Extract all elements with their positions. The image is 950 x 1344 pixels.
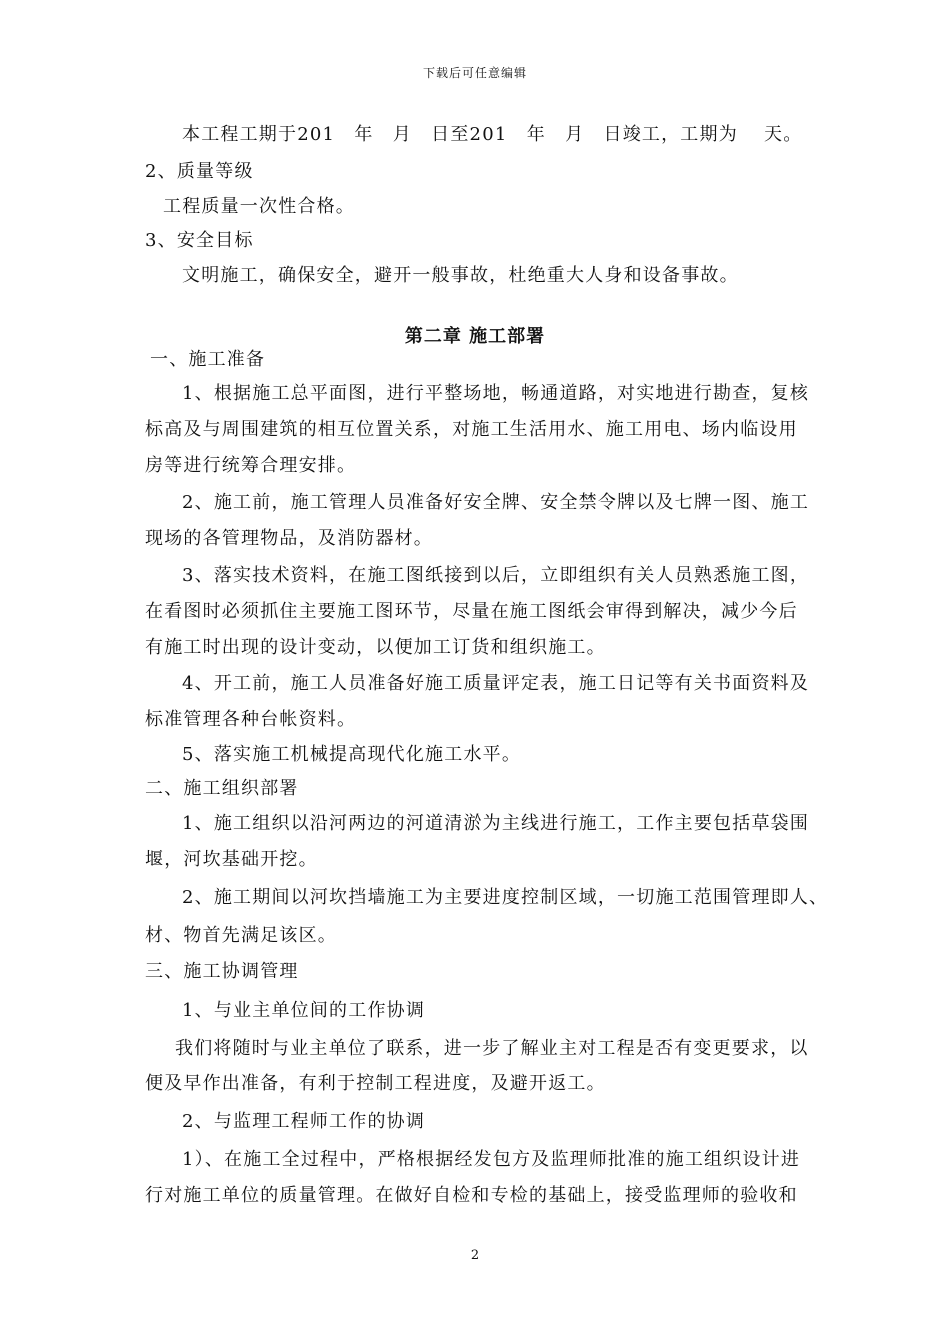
text-line: 5、落实施工机械提高现代化施工水平。 <box>182 744 522 765</box>
text-line: 1、根据施工总平面图，进行平整场地，畅通道路，对实地进行勘查，复核 <box>182 383 810 404</box>
text-line: 材、物首先满足该区。 <box>145 925 337 946</box>
text-line: 2、质量等级 <box>145 161 254 182</box>
text-line: 3、安全目标 <box>145 230 254 251</box>
text-line: 2、与监理工程师工作的协调 <box>182 1111 426 1132</box>
text-line: 3、落实技术资料，在施工图纸接到以后，立即组织有关人员熟悉施工图， <box>182 565 810 586</box>
text-line: 堰，河坎基础开挖。 <box>145 849 318 870</box>
page-header: 下载后可任意编辑 <box>422 66 527 80</box>
text-line: 2、施工前，施工管理人员准备好安全牌、安全禁令牌以及七牌一图、施工 <box>182 492 810 513</box>
text-line: 二、施工组织部署 <box>145 778 299 799</box>
text-line: 1）、在施工全过程中，严格根据经发包方及监理师批准的施工组织设计进 <box>182 1149 801 1170</box>
text-line: 2、施工期间以河坎挡墙施工为主要进度控制区域，一切施工范围管理即人、 <box>182 887 829 908</box>
text-line: 本工程工期于201 年 月 日至201 年 月 日竣工，工期为 天。 <box>182 124 803 145</box>
text-line: 便及早作出准备，有利于控制工程进度，及避开返工。 <box>145 1073 606 1094</box>
chapter-heading: 第二章 施工部署 <box>404 326 546 347</box>
text-line: 文明施工，确保安全，避开一般事故，杜绝重大人身和设备事故。 <box>182 265 739 286</box>
text-line: 现场的各管理物品，及消防器材。 <box>145 528 433 549</box>
text-line: 4、开工前，施工人员准备好施工质量评定表，施工日记等有关书面资料及 <box>182 673 810 694</box>
text-line: 工程质量一次性合格。 <box>163 196 355 217</box>
text-line: 1、施工组织以沿河两边的河道清淤为主线进行施工，工作主要包括草袋围 <box>182 813 810 834</box>
text-line: 房等进行统筹合理安排。 <box>145 455 357 476</box>
text-line: 标高及与周围建筑的相互位置关系，对施工生活用水、施工用电、场内临设用 <box>145 419 798 440</box>
text-line: 标准管理各种台帐资料。 <box>145 709 357 730</box>
text-line: 三、施工协调管理 <box>145 961 299 982</box>
page-number: 2 <box>470 1248 480 1263</box>
text-line: 在看图时必须抓住主要施工图环节，尽量在施工图纸会审得到解决，减少今后 <box>145 601 798 622</box>
text-line: 行对施工单位的质量管理。在做好自检和专检的基础上，接受监理师的验收和 <box>145 1185 798 1206</box>
text-line: 有施工时出现的设计变动，以便加工订货和组织施工。 <box>145 637 606 658</box>
text-line: 我们将随时与业主单位了联系，进一步了解业主对工程是否有变更要求，以 <box>175 1038 809 1059</box>
text-line: 1、与业主单位间的工作协调 <box>182 1000 426 1021</box>
text-line: 一、施工准备 <box>150 349 266 370</box>
